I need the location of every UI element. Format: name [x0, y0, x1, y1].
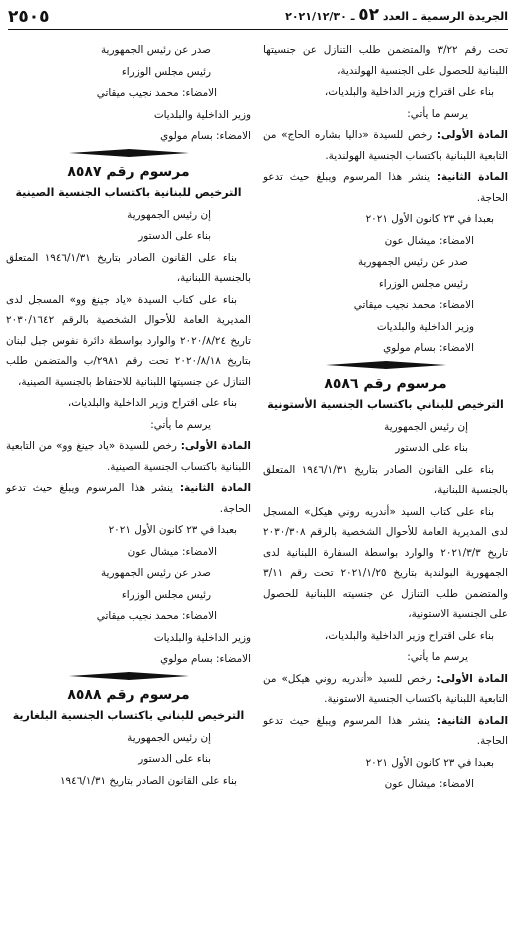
- signature-interior-minister: الامضاء: بسام مولوي: [383, 342, 474, 354]
- section-divider: [263, 361, 508, 369]
- prime-minister-title: رئيس مجلس الوزراء: [378, 277, 468, 290]
- intro-constitution: بناء على الدستور: [138, 753, 211, 765]
- decree-title: مرسوم رقم ٨٥٨٧: [67, 163, 190, 180]
- signature-president: الامضاء: ميشال عون: [384, 778, 474, 790]
- section-divider: [6, 672, 251, 680]
- signature-prime-minister: الامضاء: محمد نجيب ميقاتي: [96, 610, 217, 622]
- signature-president: الامضاء: ميشال عون: [384, 234, 474, 247]
- decree-subtitle: الترخيص للبناني باكتساب الجنسية الأستونية: [267, 397, 504, 411]
- article-2-text: ينشر هذا المرسوم ويبلغ حيث تدعو الحاجة.: [6, 482, 251, 515]
- interior-minister-title: وزير الداخلية والبلديات: [153, 108, 251, 121]
- article-1-label: المادة الأولى:: [436, 129, 508, 141]
- article-2-text: ينشر هذا المرسوم ويبلغ حيث تدعو الحاجة.: [263, 714, 508, 747]
- intro-law: بناء على القانون الصادر بتاريخ ١٩٤٦/١/٣١ المتعلق بالجنسية اللبنانية،: [263, 463, 508, 496]
- prime-minister-title: رئيس مجلس الوزراء: [121, 65, 211, 78]
- signature-interior-minister: الامضاء: بسام مولوي: [160, 653, 251, 665]
- proposal-line: بناء على اقتراح وزير الداخلية والبلديات،: [324, 629, 494, 642]
- header-title-prefix: الجريدة الرسمية ـ العدد: [382, 9, 508, 23]
- signature-president: الامضاء: ميشال عون: [127, 545, 217, 558]
- page-number: ٢٥٠٥: [8, 6, 50, 27]
- intro-constitution: بناء على الدستور: [138, 230, 211, 242]
- decree-title: مرسوم رقم ٨٥٨٨: [67, 686, 190, 703]
- header-date: ٢٠٢١/١٢/٣٠: [285, 9, 347, 23]
- article-1-text: رخص للسيدة «ياد جينغ وو» من التابعية اللبنانية باكتساب الجنسية الصينية.: [6, 440, 251, 473]
- article-1-text: رخص للسيدة «داليا بشاره الحاج» من التابعية اللبنانية باكتساب الجنسية الهولندية.: [263, 129, 508, 162]
- article-2: [6, 478, 251, 519]
- header-title: الجريدة الرسمية ـ العدد ٥٢ ـ ٢٠٢١/١٢/٣٠: [285, 4, 508, 25]
- intro-president: إن رئيس الجمهورية: [127, 208, 211, 221]
- prime-minister-title: رئيس مجلس الوزراء: [121, 588, 211, 601]
- article-2-label: المادة الثانية:: [436, 171, 509, 183]
- signature-date: بعبدا في ٢٣ كانون الأول ٢٠٢١: [365, 213, 494, 225]
- decree-formula: يرسم ما يأتي:: [407, 651, 468, 663]
- issued-by: صدر عن رئيس الجمهورية: [100, 44, 211, 56]
- article-1-text: رخص للسيد «أندريه روني هيكل» من التابعية اللبنانية باكتساب الجنسية الاستونية.: [263, 672, 508, 705]
- decree-subtitle: الترخيص للبنانية باكتساب الجنسية الصينية: [15, 185, 242, 199]
- intro-president: إن رئيس الجمهورية: [384, 420, 468, 433]
- decree-formula: يرسم ما يأتي:: [150, 418, 211, 431]
- left-column: [6, 40, 251, 792]
- proposal-line: بناء على اقتراح وزير الداخلية والبلديات،: [67, 397, 237, 409]
- right-column: [263, 40, 508, 796]
- page-header: [8, 4, 508, 30]
- intro-constitution: بناء على الدستور: [395, 442, 468, 454]
- intro-law: بناء على القانون الصادر بتاريخ ١٩٤٦/١/٣١ المتعلق بالجنسية اللبنانية،: [6, 251, 251, 284]
- article-1: [6, 436, 251, 477]
- proposal-line: بناء على اقتراح وزير الداخلية والبلديات،: [324, 86, 494, 98]
- signature-prime-minister: الامضاء: محمد نجيب ميقاتي: [353, 299, 474, 311]
- article-2-label: المادة الثانية:: [179, 482, 252, 494]
- intro-letter: بناء على كتاب السيدة «ياد جينغ وو» المسجل لدى المديرية العامة للأحوال الشخصية بالرقم ٢٠٣٠/١٦٤٢ تاريخ ٢٠٢٠/٨/٢٤ والوارد بواسطة دائرة نفوس جبل لبنان بتاريخ ٢٠٢٠/٨/١٨ تحت رقم ٢٩٨١/ب والمتضمن طلب التنازل عن جنسيتها اللبنانية للاحتفاظ بالجنسية الصينية،: [6, 293, 251, 388]
- decree-formula: يرسم ما يأتي:: [407, 107, 468, 120]
- article-2-label: المادة الثانية:: [436, 714, 509, 727]
- signature-prime-minister: الامضاء: محمد نجيب ميقاتي: [96, 87, 217, 99]
- article-1-label: المادة الأولى:: [180, 440, 251, 452]
- interior-minister-title: وزير الداخلية والبلديات: [376, 320, 474, 333]
- intro-law: بناء على القانون الصادر بتاريخ ١٩٤٦/١/٣١: [59, 774, 237, 787]
- decree-subtitle: الترخيص للبناني باكتساب الجنسية البلغارية: [12, 708, 245, 722]
- article-2: [263, 711, 508, 752]
- article-1: [263, 669, 508, 710]
- article-1-label: المادة الأولى:: [436, 672, 508, 685]
- section-divider: [6, 149, 251, 157]
- article-1: [263, 125, 508, 166]
- decree-title: مرسوم رقم ٨٥٨٦: [324, 375, 447, 392]
- article-2: [263, 167, 508, 208]
- issued-by: صدر عن رئيس الجمهورية: [100, 567, 211, 579]
- signature-interior-minister: الامضاء: بسام مولوي: [160, 130, 251, 142]
- continuation-text: تحت رقم ٣/٢٢ والمتضمن طلب التنازل عن جنسيتها اللبنانية للحصول على الجنسية الهولندية،: [263, 44, 508, 77]
- header-issue-number: ٥٢: [358, 4, 380, 25]
- signature-date: بعبدا في ٢٣ كانون الأول ٢٠٢١: [365, 756, 494, 769]
- article-2-text: ينشر هذا المرسوم ويبلغ حيث تدعو الحاجة.: [263, 171, 508, 204]
- interior-minister-title: وزير الداخلية والبلديات: [153, 631, 251, 644]
- issued-by: صدر عن رئيس الجمهورية: [357, 256, 468, 268]
- intro-president: إن رئيس الجمهورية: [127, 731, 211, 744]
- signature-date: بعبدا في ٢٣ كانون الأول ٢٠٢١: [108, 524, 237, 536]
- intro-letter: بناء على كتاب السيد «أندريه روني هيكل» المسجل لدى المديرية العامة للأحوال الشخصية بالرقم ٢٠٣٠/٣٠٨ تاريخ ٢٠٢١/٣/٣ والوارد بواسطة السفارة اللبنانية لدى الجمهورية البولندية بتاريخ ٢٠٢١/١/٢٥ تحت رقم ٣/١١ والمتضمن طلب التنازل عن جنسيته اللبنانية للحصول على الجنسية الاستونية،: [263, 505, 508, 620]
